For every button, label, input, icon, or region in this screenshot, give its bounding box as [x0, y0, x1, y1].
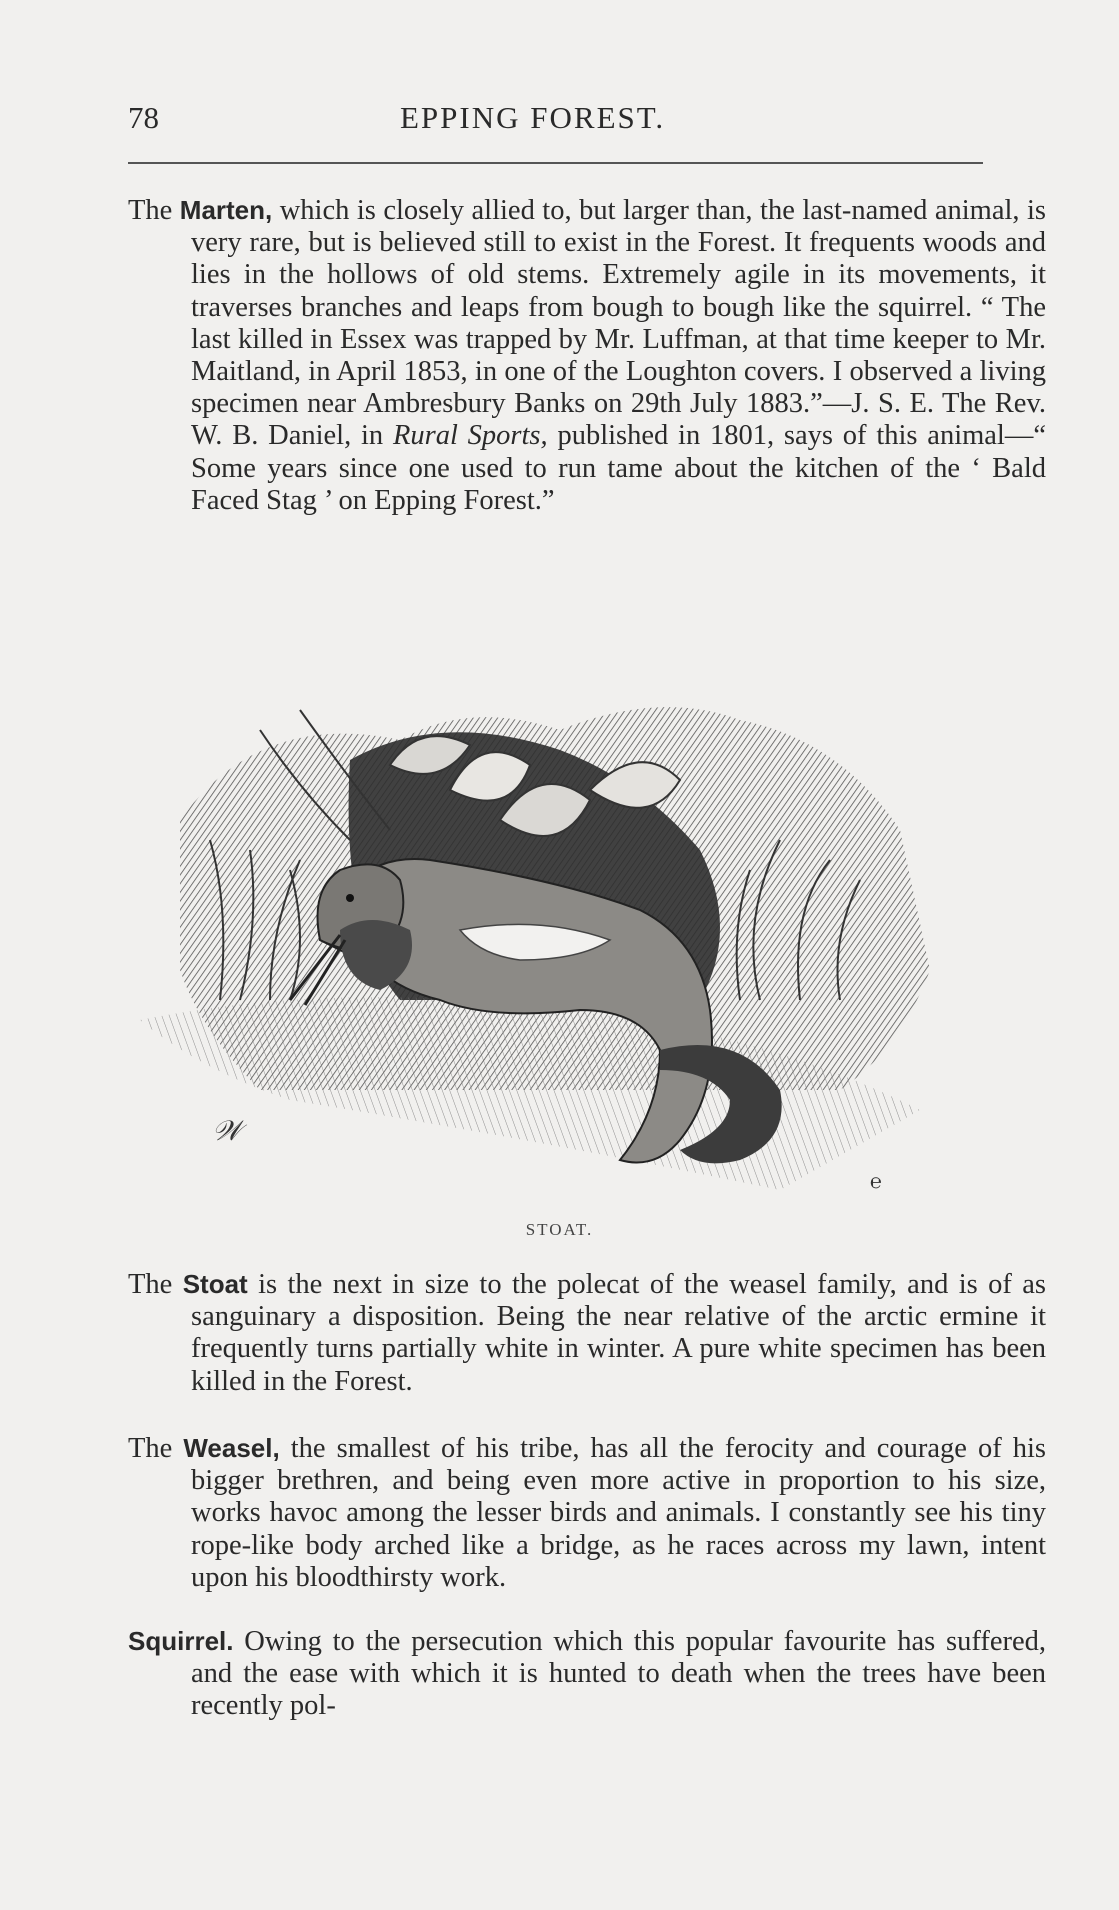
para-prefix: The [128, 1433, 184, 1464]
paragraph-text: the smallest of his tribe, has all the ferocity and courage of his bigger brethren, and being even more active in proportion to his size, works havoc among the lesser birds and animals. I constantly see his tiny rope-like body arched like a bridge, as he races across my lawn, intent upon his bloodthirsty work. [191, 1433, 1047, 1593]
header-rule [128, 162, 983, 164]
paragraph-text: Owing to the persecution which this popular favourite has suffered, and the ease with which it is hunted to death when the trees have been recently pol- [191, 1626, 1046, 1722]
para-prefix: The [128, 195, 180, 226]
paragraph-marten [128, 194, 1046, 517]
paragraph-text: is the next in size to the polecat of the weasel family, and is of as sanguinary a disposition. Being the near relative of the arctic ermine it frequently turns partially white in winter. A pure white specimen has been killed in the Forest. [191, 1269, 1046, 1397]
svg-text:𝒲: 𝒲 [212, 1116, 242, 1147]
paragraph-stoat [128, 1268, 1046, 1398]
stoat-illustration [140, 670, 960, 1215]
book-title-reference: Rural Sports, [392, 420, 548, 452]
paragraph-weasel [128, 1432, 1046, 1594]
term-weasel: Weasel, [183, 1433, 280, 1463]
term-marten: Marten, [179, 195, 273, 225]
para-prefix: The [128, 1269, 183, 1300]
paragraph-squirrel [128, 1625, 1046, 1723]
figure-caption: STOAT. [525, 1220, 594, 1239]
svg-text:℮: ℮ [870, 1171, 883, 1193]
paragraph-text: published in 1801, says of this animal—“ Some years since one used to run tame about the kitchen of the ‘ Bald Faced Stag ’ on Epping Forest.” [191, 420, 1046, 516]
running-title: EPPING FOREST. [400, 100, 666, 135]
term-stoat: Stoat [182, 1269, 248, 1299]
term-squirrel: Squirrel. [128, 1626, 234, 1656]
page-number: 78 [128, 100, 159, 135]
paragraph-text: which is closely allied to, but larger than, the last-named animal, is very rare, but is believed still to exist in the Forest. It frequents woods and lies in the hollows of old stems. Extremely agile in its movements, it traverses branches and leaps from bough to bough like the squirrel. “ The last killed in Essex was trapped by Mr. Luffman, at that time keeper to Mr. Maitland, in April 1853, in one of the Loughton covers. I observed a living specimen near Ambresbury Banks on 29th July 1883.”—J. S. E. The Rev. W. B. Daniel, in [191, 195, 1046, 452]
